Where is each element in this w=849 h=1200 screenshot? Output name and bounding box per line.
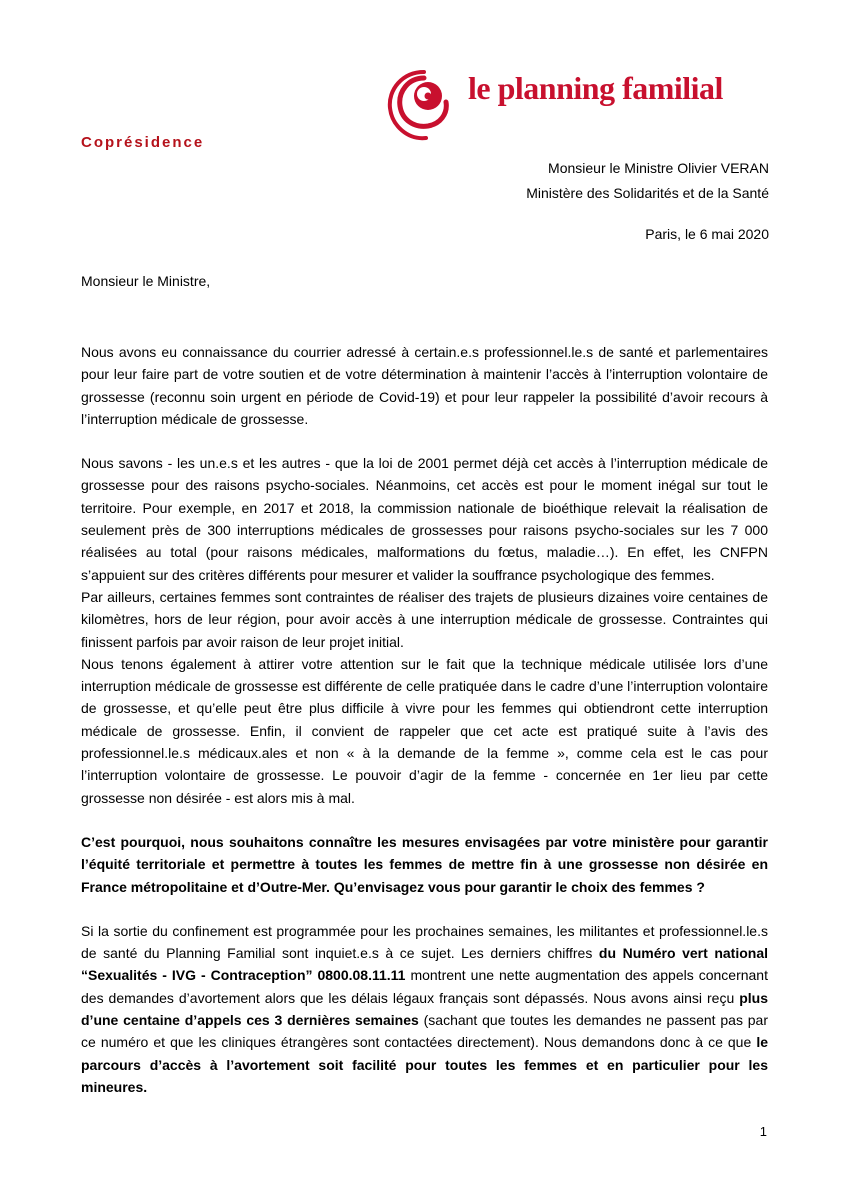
salutation: Monsieur le Ministre, bbox=[81, 273, 211, 289]
paragraph-1: Nous avons eu connaissance du courrier adressé à certain.e.s professionnel.le.s de santé et parlementaires pour leur faire part de votre soutien et de votre détermination à maintenir l’accès à l’interruption volontaire de grossesse (reconnu soin urgent en période de Covid-19) et pour leur rappeler la possibilité d’avoir recours à l’interruption médicale de grossesse. bbox=[81, 344, 768, 427]
paragraph-3: Par ailleurs, certaines femmes sont contraintes de réaliser des trajets de plusieurs dizaines voire centaines de kilomètres, hors de leur région, pour avoir accès à une interruption médicale de grossesse. Contraintes qui finissent parfois par avoir raison de leur projet initial. bbox=[81, 588, 768, 650]
letter-body bbox=[81, 341, 768, 1098]
p6-text-a: Si la sortie du confinement est programmée pour les prochaines semaines, les militantes et professionnel.le.s de santé du Planning Familial sont inquiet.e.s à ce sujet. Les derniers chiffres bbox=[81, 922, 768, 962]
p6-bold-hotline: du Numéro vert national “Sexualités - IVG - Contraception” 0800.08.11.11 bbox=[81, 945, 768, 984]
recipient-ministry: Ministère des Solidarités et de la Santé bbox=[526, 185, 769, 201]
paragraph-5-text: C’est pourquoi, nous souhaitons connaître les mesures envisagées par votre ministère pour garantir l’équité territoriale et permettre à toutes les femmes de mettre fin à une grossesse non désirée en France métropolitaine et d’Outre-Mer. Qu’envisagez vous pour garantir le choix des femmes ? bbox=[81, 833, 768, 895]
page-number: 1 bbox=[759, 1124, 767, 1139]
paragraph-4: Nous tenons également à attirer votre attention sur le fait que la technique médicale utilisée lors d’une interruption médicale de grossesse est différente de celle pratiquée dans le cadre d’une l’interruption volontaire de grossesse, et qu’elle peut être plus difficile à vivre pour les femmes qui obtiendront cette interruption médicale de grossesse. Enfin, il convient de rappeler que cet acte est pratiqué suite à l’avis des professionnel.le.s médicaux.ales et non « à la demande de la femme », comme cela est le cas pour l’interruption volontaire de grossesse. Le pouvoir d’agir de la femme - concernée en 1er lieu par cette grossesse non désirée - est alors mis à mal. bbox=[81, 655, 768, 806]
brand-name: le planning familial bbox=[468, 70, 723, 106]
swirl-logo-icon bbox=[384, 64, 464, 144]
copresidence-label: Coprésidence bbox=[81, 134, 205, 151]
p6-bold-request: le parcours d’accès à l’avortement soit facilité pour toutes les femmes et en particulier pour les mineures. bbox=[81, 1034, 768, 1095]
paragraph-2: Nous savons - les un.e.s et les autres - que la loi de 2001 permet déjà cet accès à l’interruption médicale de grossesse pour des raisons psycho-sociales. Néanmoins, cet accès est pour le moment inégal sur tout le territoire. Pour exemple, en 2017 et 2018, la commission nationale de bioéthique relevait la réalisation de seulement près de 300 interruptions médicales de grossesses pour raisons psycho-sociales sur les 7 000 réalisées au total (pour raisons médicales, malformations du fœtus, maladie…). En effet, les CNFPN s’appuient sur des critères différents pour mesurer et valider la souffrance psychologique des femmes. bbox=[81, 455, 768, 583]
recipient-name: Monsieur le Ministre Olivier VERAN bbox=[548, 160, 769, 176]
p6-text-c: montrent une nette augmentation des appels concernant des demandes d’avortement alors que les délais légaux français sont dépassés. Nous avons ainsi reçu bbox=[81, 967, 768, 1006]
paragraph-6 bbox=[81, 920, 768, 1098]
planning-familial-logo bbox=[384, 64, 774, 144]
p6-text-e: (sachant que toutes les demandes ne passent pas par ce numéro et que les cliniques étrangères sont contactées directement). Nous demandons donc à ce que bbox=[81, 1012, 769, 1051]
p6-bold-calls: plus d’une centaine d’appels ces 3 dernières semaines bbox=[81, 989, 768, 1029]
letter-date: Paris, le 6 mai 2020 bbox=[645, 226, 769, 242]
paragraph-5 bbox=[81, 831, 768, 898]
recipient-block bbox=[526, 156, 769, 206]
